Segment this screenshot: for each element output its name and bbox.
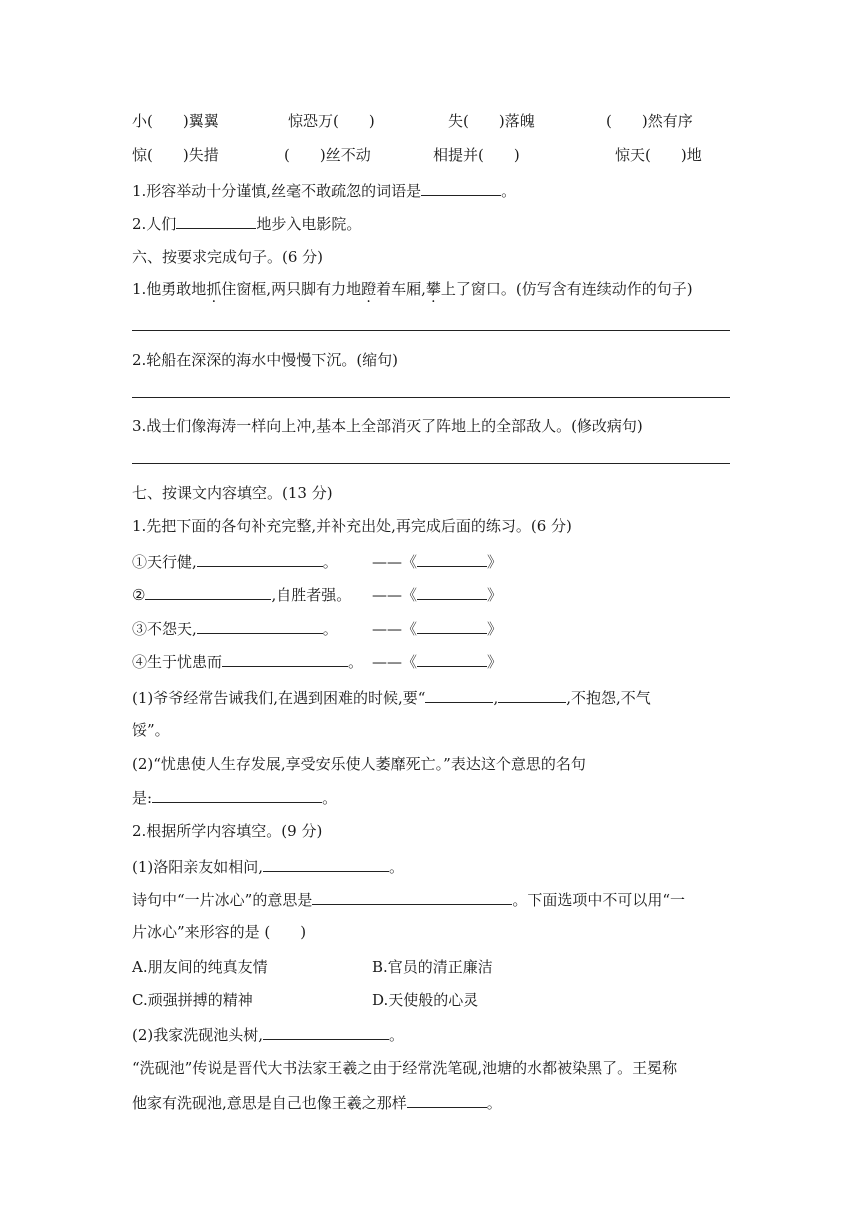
xiyanchi-question: 他家有洗砚池,意思是自己也像王羲之那样 。 — [132, 1094, 502, 1112]
answer-blank[interactable] — [407, 1092, 487, 1108]
vocab-question-1: 1.形容举动十分谨慎,丝毫不敢疏忽的词语是 。 — [132, 182, 517, 200]
source-blank[interactable] — [417, 651, 487, 667]
fill-line-4: ④生于忧患而 。 — [132, 653, 364, 671]
poem-line-1: (1)洛阳亲友如相问, 。 — [132, 858, 405, 876]
answer-blank[interactable] — [312, 889, 512, 905]
source-blank[interactable] — [417, 551, 487, 567]
poem-meaning-line: 诗句中“一片冰心”的意思是 。下面选项中不可以用“一 — [132, 891, 686, 909]
question-2-line: (2)“忧患使人生存发展,享受安乐使人萎靡死亡。”表达这个意思的名句 — [132, 755, 586, 773]
idiom-ran: ( )然有序 — [606, 112, 693, 130]
answer-line-1[interactable] — [132, 330, 730, 331]
answer-blank[interactable] — [421, 180, 501, 196]
answer-blank[interactable] — [425, 687, 493, 703]
answer-blank[interactable] — [197, 618, 323, 634]
idiom-jingtian: 惊天( )地 — [615, 146, 702, 164]
source-blank[interactable] — [417, 618, 487, 634]
answer-blank[interactable] — [263, 1024, 389, 1040]
answer-blank[interactable] — [176, 213, 256, 229]
poem-line-2: (2)我家洗砚池头树, 。 — [132, 1026, 405, 1044]
answer-blank[interactable] — [263, 856, 389, 872]
idiom-xiao: 小( )翼翼 — [132, 112, 219, 130]
question-2-cont: 是: 。 — [132, 789, 338, 807]
option-a[interactable]: A.朋友间的纯真友情 — [132, 958, 268, 976]
answer-blank[interactable] — [197, 551, 323, 567]
source-1: ——《 》 — [372, 553, 503, 571]
source-blank[interactable] — [417, 584, 487, 600]
idiom-xiangti: 相提并( ) — [433, 146, 520, 164]
fill-line-3: ③不怨天, 。 — [132, 620, 338, 638]
option-b[interactable]: B.官员的清正廉洁 — [372, 958, 493, 976]
idiom-jingkong: 惊恐万( ) — [288, 112, 375, 130]
source-3: ——《 》 — [372, 620, 503, 638]
source-4: ——《 》 — [372, 653, 503, 671]
idiom-shi: 失( )落魄 — [448, 112, 535, 130]
answer-blank[interactable] — [222, 651, 348, 667]
idiom-si: ( )丝不动 — [284, 146, 371, 164]
poem-choice-line: 片冰心”来形容的是 ( ) — [132, 923, 307, 941]
fill-line-2: ② ,自胜者强。 — [132, 586, 352, 604]
answer-line-3[interactable] — [132, 463, 730, 464]
option-d[interactable]: D.天使般的心灵 — [372, 991, 479, 1009]
option-c[interactable]: C.顽强拼搏的精神 — [132, 991, 253, 1009]
section-6-title: 六、按要求完成句子。(6 分) — [132, 248, 324, 266]
sentence-1: 1.他勇敢地抓住窗框,两只脚有力地蹬着车厢,攀上了窗口。(仿写含有连续动作的句子) — [132, 280, 693, 298]
section-7-part-2: 2.根据所学内容填空。(9 分) — [132, 822, 323, 840]
answer-blank[interactable] — [145, 584, 271, 600]
question-1-cont: 馁”。 — [132, 721, 170, 739]
section-7-part-1: 1.先把下面的各句补充完整,并补充出处,再完成后面的练习。(6 分) — [132, 517, 572, 535]
fill-line-1: ①天行健, 。 — [132, 553, 338, 571]
answer-blank[interactable] — [152, 787, 322, 803]
source-2: ——《 》 — [372, 586, 503, 604]
sentence-2: 2.轮船在深深的海水中慢慢下沉。(缩句) — [132, 351, 399, 369]
sentence-3: 3.战士们像海涛一样向上冲,基本上全部消灭了阵地上的全部敌人。(修改病句) — [132, 417, 643, 435]
idiom-jing: 惊( )失措 — [132, 146, 219, 164]
answer-blank[interactable] — [498, 687, 566, 703]
section-7-title: 七、按课文内容填空。(13 分) — [132, 484, 333, 502]
answer-line-2[interactable] — [132, 397, 730, 398]
xiyanchi-explanation: “洗砚池”传说是晋代大书法家王羲之由于经常洗笔砚,池塘的水都被染黑了。王冕称 — [132, 1059, 678, 1077]
vocab-question-2: 2.人们 地步入电影院。 — [132, 215, 362, 233]
question-1-line: (1)爷爷经常告诫我们,在遇到困难的时候,要“ , ,不抱怨,不气 — [132, 689, 651, 707]
